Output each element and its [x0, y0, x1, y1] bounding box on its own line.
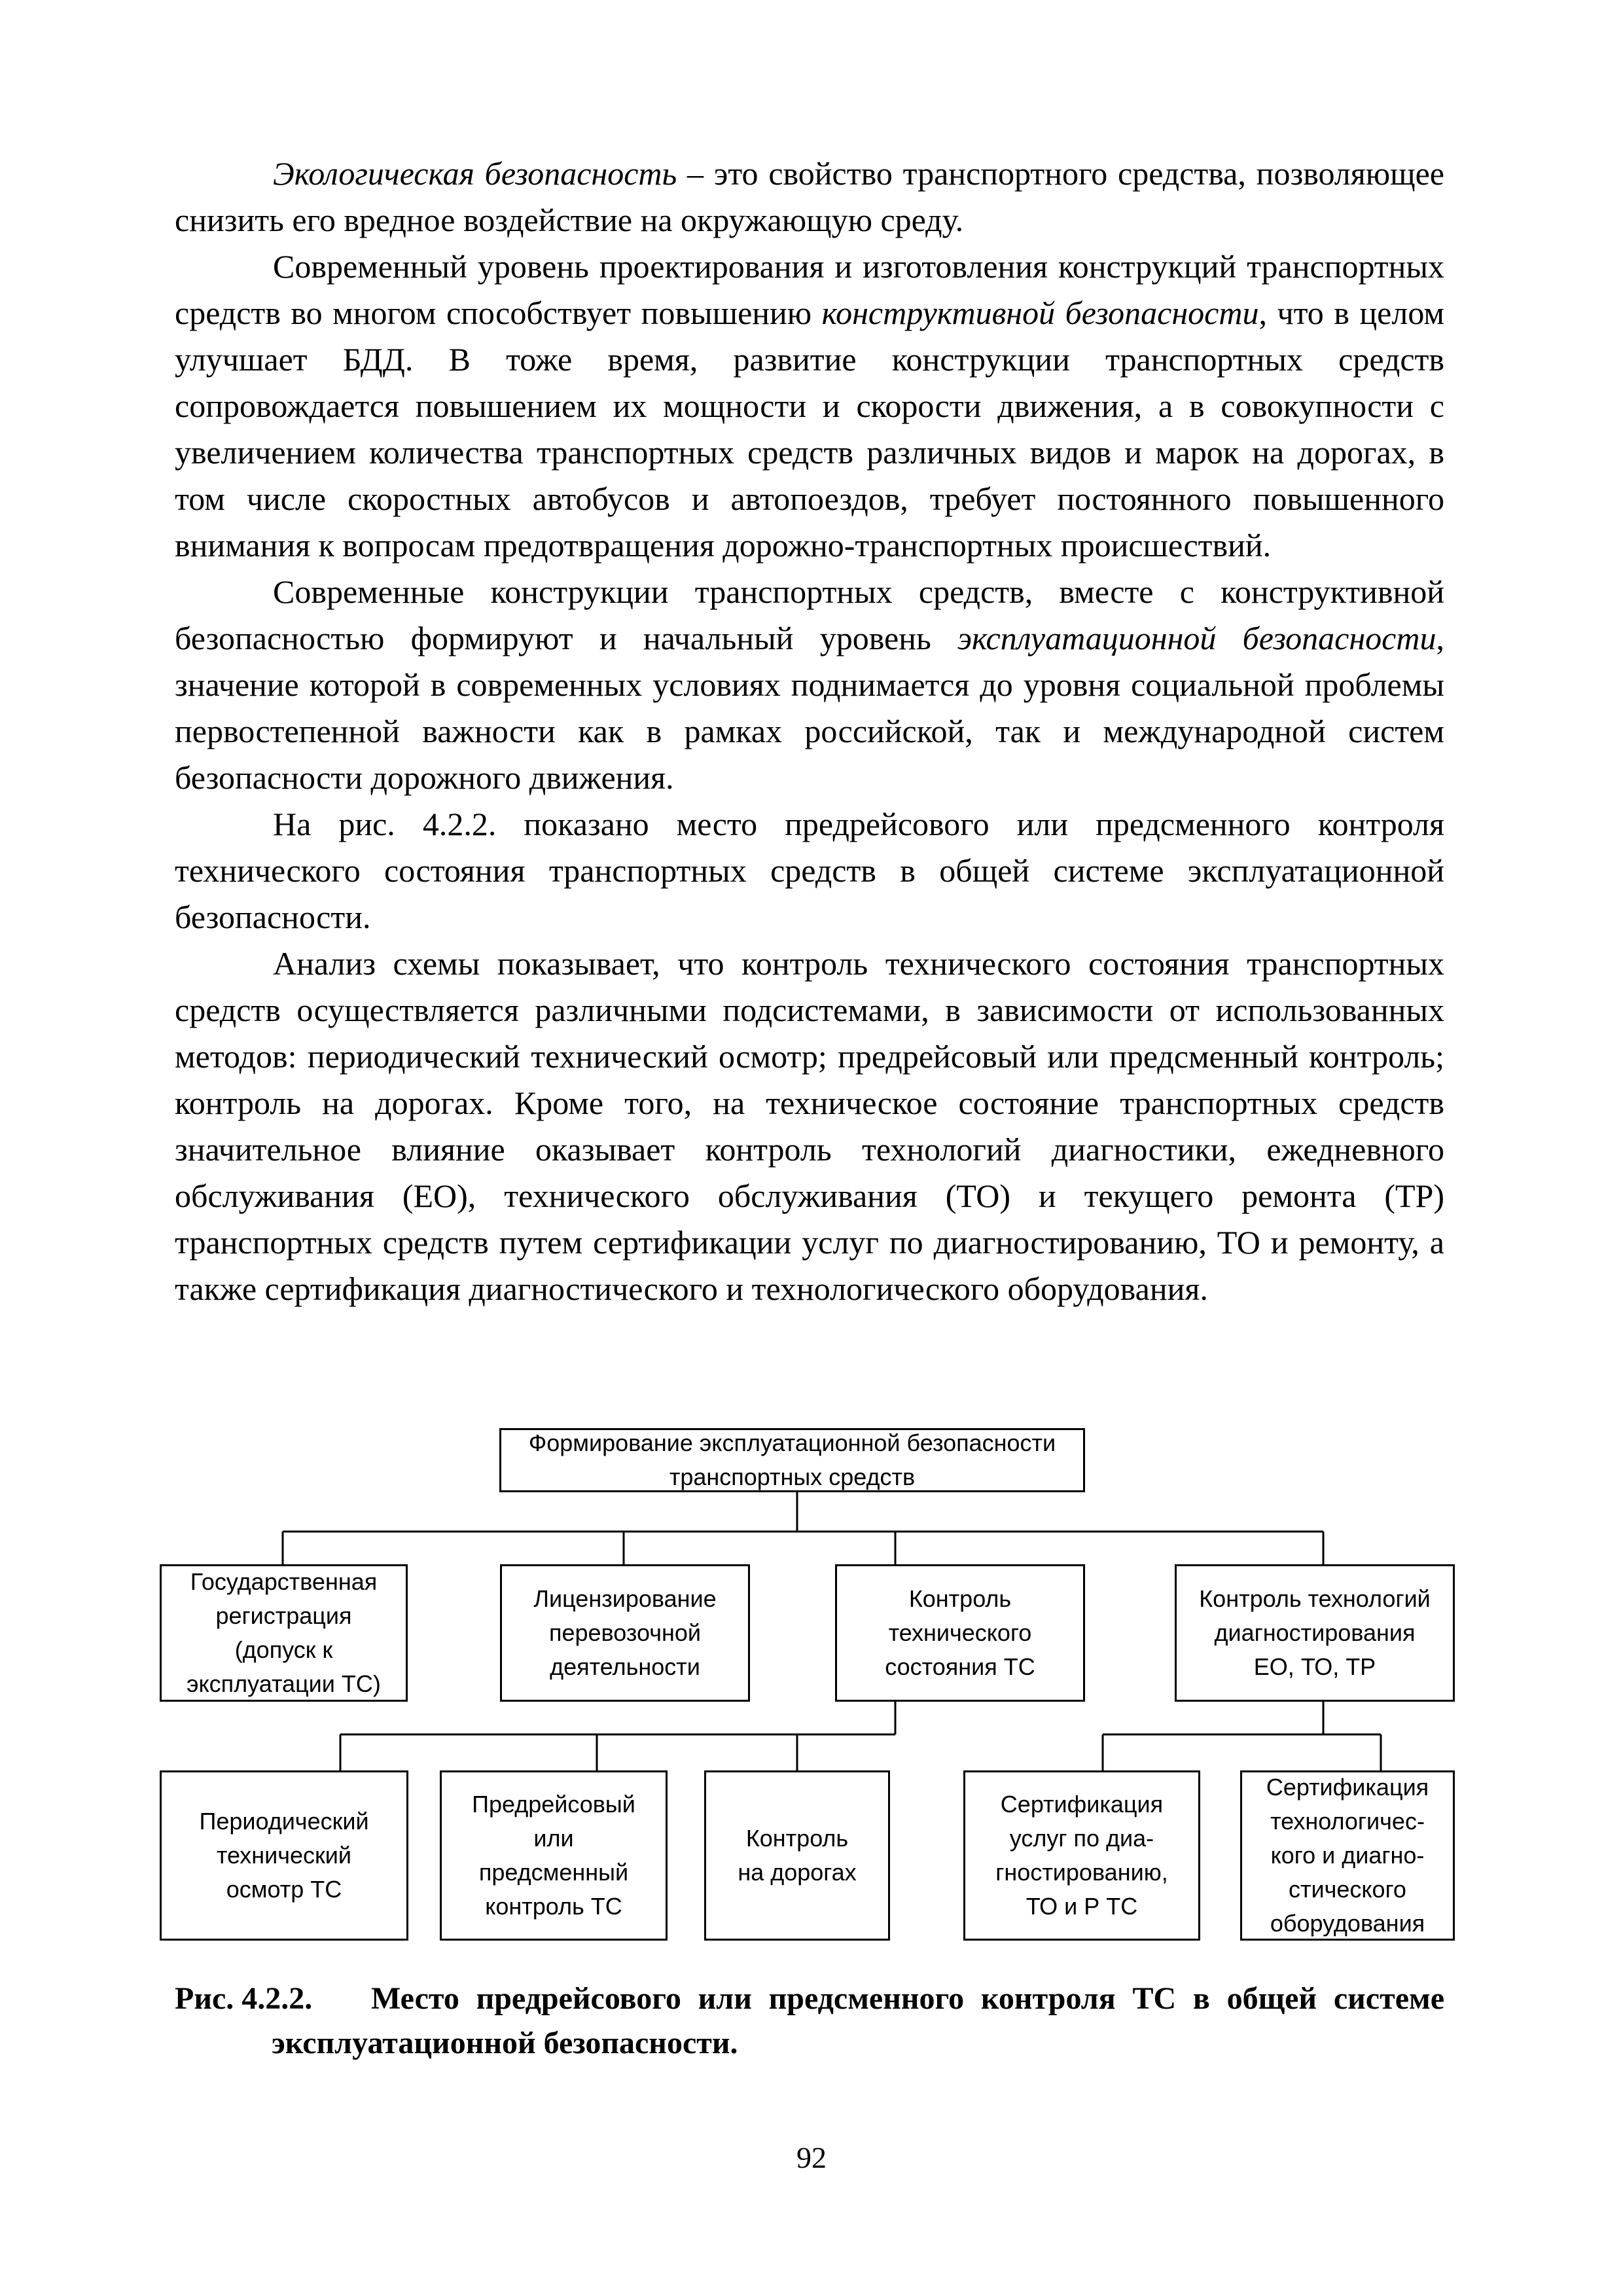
- italic-term: Экологическая безопасность: [273, 155, 677, 192]
- cert-services-label: Сертификация услуг по диа- гностированию, ТО и Р ТС: [995, 1791, 1168, 1920]
- cert-equipment-label: Сертификация технологичес- кого и диагно- стического оборудования: [1266, 1774, 1429, 1937]
- paragraph: [175, 569, 1444, 801]
- top-box-label: Формирование эксплуатационной безопасности транспортных средств: [528, 1429, 1056, 1490]
- periodic-inspection-box: [160, 1770, 408, 1941]
- figure-caption: [175, 1977, 1444, 2066]
- tech-process-control-label: Контроль технологий диагностирования ЕО, ТО, ТР: [1199, 1585, 1431, 1680]
- licensing-box: [500, 1564, 750, 1702]
- paragraph: [175, 941, 1444, 1312]
- caption-line-2: эксплуатационной безопасности.: [272, 2026, 738, 2060]
- page-number: 92: [796, 2141, 827, 2174]
- road-control-box: [704, 1770, 890, 1941]
- tech-control-box: [835, 1564, 1085, 1702]
- paragraph-text: – это свойство транспортного средства, позволяющее снизить его вредное воздействие на окружающую среду.: [175, 155, 1444, 238]
- registration-box: [160, 1564, 408, 1702]
- paragraph: [175, 801, 1444, 941]
- licensing-label: Лицензирование перевозочной деятельности: [533, 1585, 717, 1680]
- paragraph-text: Анализ схемы показывает, что контроль технического состояния транспортных средств осуществляется различными подсистемами, в зависимости от использованных методов: периодический технический осмотр; предрейсовый или предсменный контроль; контроль на дорогах. Кроме того, на техническое состояние транспортных средств значительное влияние оказывает контроль технологий диагностики, ежедневного обслуживания (ЕО), технического обслуживания (ТО) и текущего ремонта (ТР) транспортных средств путем сертификации услуг по диагностированию, ТО и ремонту, а также сертификация диагностического и технологического оборудования.: [175, 945, 1444, 1307]
- prerun-control-box: [440, 1770, 668, 1941]
- tech-control-label: Контроль технического состояния ТС: [885, 1585, 1035, 1680]
- tech-process-control-box: [1175, 1564, 1455, 1702]
- paragraph-text: Современные конструкции транспортных средств, вместе с конструктивной безопасностью формируют и начальный уровень: [175, 573, 1444, 656]
- registration-label: Государственная регистрация (допуск к эксплуатации ТС): [187, 1568, 381, 1697]
- top-box: [499, 1428, 1085, 1492]
- cert-services-box: [963, 1770, 1200, 1941]
- paragraph-text: , что в целом улучшает БДД. В тоже время, развитие конструкции транспортных средств сопровождается повышением их мощности и скорости движения, а в совокупности с увеличением количества транспортных средств различных видов и марок на дорогах, в том числе скоростных автобусов и автопоездов, требует постоянного повышенного внимания к вопросам предотвращения дорожно-транспортных происшествий.: [175, 295, 1445, 564]
- road-control-label: Контроль на дорогах: [738, 1825, 857, 1886]
- italic-term: конструктивной безопасности: [821, 295, 1259, 331]
- periodic-inspection-label: Периодический технический осмотр ТС: [199, 1808, 369, 1903]
- caption-line-1: Место предрейсового или предсменного контроля ТС в общей системе: [371, 1981, 1444, 2016]
- paragraph-text: На рис. 4.2.2. показано место предрейсового или предсменного контроля технического состояния транспортных средств в общей системе эксплуатационной безопасности.: [175, 806, 1444, 935]
- figure-number: Рис. 4.2.2.: [175, 1981, 313, 2016]
- italic-term: эксплуатационной безопасности: [957, 620, 1436, 656]
- cert-equipment-box: [1240, 1770, 1455, 1941]
- paragraph-text: Современный уровень проектирования и изготовления конструкций транспортных средств во многом способствует повышению: [175, 248, 1444, 331]
- body-text: [175, 151, 1444, 1312]
- prerun-control-label: Предрейсовый или предсменный контроль ТС: [472, 1791, 635, 1920]
- paragraph-text: , значение которой в современных условиях поднимается до уровня социальной проблемы первостепенной важности как в рамках российской, так и международной систем безопасности дорожного движения.: [175, 620, 1444, 796]
- org-diagram: [0, 1427, 1623, 1950]
- paragraph: [175, 151, 1444, 243]
- paragraph: [175, 243, 1444, 569]
